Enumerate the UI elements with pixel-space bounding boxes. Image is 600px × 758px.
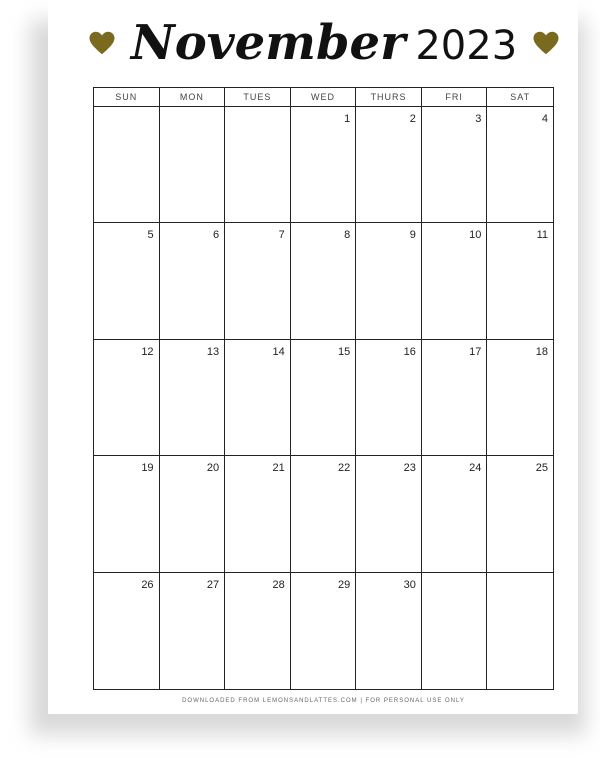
day-cell <box>225 340 291 456</box>
day-cell <box>356 340 422 456</box>
weekday-header: TUES <box>225 88 291 107</box>
day-cell <box>487 223 553 339</box>
day-cell <box>356 456 422 572</box>
day-number: 11 <box>536 229 548 242</box>
day-number: 28 <box>272 578 285 591</box>
day-number: 16 <box>403 345 416 358</box>
day-number: 9 <box>409 229 416 242</box>
weekday-header: WED <box>291 88 357 107</box>
day-cell <box>160 340 226 456</box>
day-number: 29 <box>338 578 351 591</box>
day-number: 3 <box>475 113 482 125</box>
day-cell <box>225 223 291 339</box>
day-number: 12 <box>141 345 154 358</box>
day-cell <box>94 223 160 339</box>
day-cell <box>422 573 488 689</box>
day-cell <box>422 107 488 223</box>
weekday-header: THURS <box>356 88 422 107</box>
day-cell <box>422 340 488 456</box>
day-number: 1 <box>344 113 351 125</box>
day-number: 5 <box>147 229 154 242</box>
heart-icon <box>87 28 117 58</box>
day-cell <box>94 456 160 572</box>
month-name: November <box>130 15 406 71</box>
day-number: 8 <box>344 229 351 242</box>
day-cell <box>94 107 160 223</box>
day-number: 30 <box>403 578 416 591</box>
weekday-header: SUN <box>94 88 160 107</box>
day-number: 4 <box>541 113 548 125</box>
day-number: 27 <box>206 578 220 591</box>
year: 2023 <box>415 23 518 69</box>
day-number: 23 <box>403 462 416 475</box>
day-cell <box>291 340 357 456</box>
day-cell <box>225 573 291 689</box>
day-cell <box>291 573 357 689</box>
day-cell <box>356 107 422 223</box>
day-cell <box>225 107 291 223</box>
day-number: 21 <box>272 462 285 475</box>
page-title <box>130 15 518 71</box>
calendar-grid <box>93 87 554 690</box>
day-cell <box>160 223 226 339</box>
day-number: 17 <box>469 345 482 358</box>
day-number: 20 <box>206 462 220 475</box>
day-number: 10 <box>469 229 482 242</box>
weekday-header: FRI <box>422 88 488 107</box>
day-cell <box>225 456 291 572</box>
day-number: 14 <box>272 345 285 358</box>
day-cell <box>291 107 357 223</box>
weekday-header: MON <box>160 88 226 107</box>
day-cell <box>291 456 357 572</box>
day-cell <box>356 223 422 339</box>
day-cell <box>422 456 488 572</box>
day-cell <box>291 223 357 339</box>
heart-icon <box>531 28 561 58</box>
weekday-header: SAT <box>487 88 553 107</box>
day-cell <box>487 456 553 572</box>
day-number: 7 <box>278 229 285 242</box>
day-cell <box>160 573 226 689</box>
day-cell <box>94 573 160 689</box>
day-cell <box>487 107 553 223</box>
day-number: 24 <box>469 462 482 475</box>
day-cell <box>487 340 553 456</box>
title-row <box>93 8 555 78</box>
day-number: 18 <box>535 345 548 358</box>
day-cell <box>422 223 488 339</box>
day-number: 2 <box>409 113 416 125</box>
day-cell <box>356 573 422 689</box>
day-number: 15 <box>338 345 351 358</box>
day-cell <box>160 456 226 572</box>
day-cell <box>94 340 160 456</box>
day-number: 19 <box>141 462 154 475</box>
day-number: 26 <box>141 578 154 591</box>
footer-note: DOWNLOADED FROM LEMONSANDLATTES.COM | FOR PERSONAL USE ONLY <box>182 698 465 704</box>
day-cell <box>487 573 553 689</box>
day-number: 25 <box>535 462 548 475</box>
day-number: 22 <box>338 462 351 475</box>
day-number: 13 <box>206 345 220 358</box>
day-cell <box>160 107 226 223</box>
day-number: 6 <box>213 229 220 242</box>
